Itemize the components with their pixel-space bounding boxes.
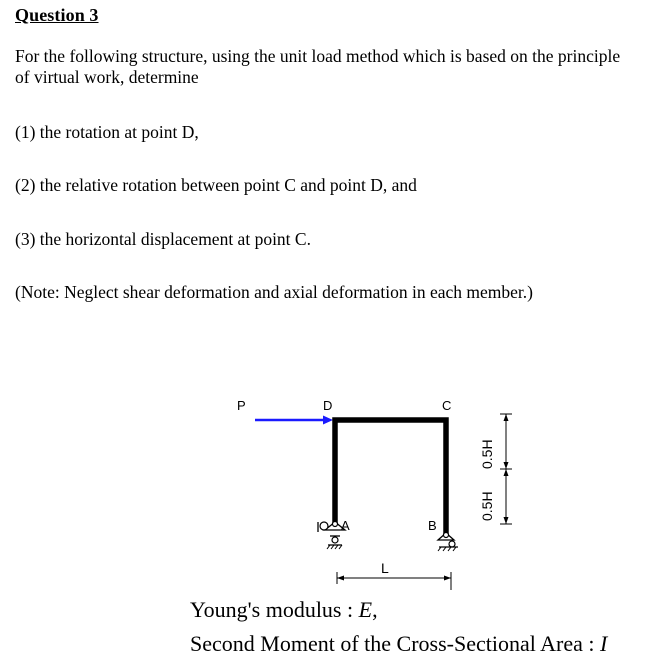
- label-c: C: [442, 398, 452, 413]
- question-item-2: (2) the relative rotation between point C and point D, and: [15, 175, 417, 195]
- question-item-3: (3) the horizontal displacement at point C.: [15, 229, 311, 249]
- moment-label: Second Moment of the Cross-Sectional Area :: [190, 631, 600, 656]
- label-height-lower: 0.5H: [479, 491, 495, 521]
- support-b: [438, 533, 458, 552]
- label-p: P: [237, 398, 246, 413]
- youngs-modulus: [190, 597, 378, 623]
- label-height-upper: 0.5H: [479, 439, 495, 469]
- label-span: L: [381, 560, 389, 576]
- question-intro: For the following structure, using the unit load method which is based on the principle of virtual work, determine: [15, 46, 621, 87]
- moment-symbol: I: [599, 631, 608, 656]
- second-moment: [190, 631, 607, 657]
- structure-diagram: [200, 380, 530, 600]
- youngs-suffix: ,: [372, 597, 378, 622]
- youngs-symbol: E: [358, 597, 373, 622]
- youngs-label: Young's modulus :: [190, 597, 359, 622]
- load-arrowhead: [323, 416, 333, 425]
- dimension-height: [500, 414, 512, 524]
- question-item-1: (1) the rotation at point D,: [15, 122, 199, 142]
- question-note: (Note: Neglect shear deformation and axial deformation in each member.): [15, 282, 533, 302]
- label-b: B: [428, 518, 437, 533]
- label-a: A: [341, 518, 350, 533]
- label-d: D: [323, 398, 333, 413]
- question-title: Question 3: [15, 5, 99, 25]
- dimension-span: [337, 572, 451, 590]
